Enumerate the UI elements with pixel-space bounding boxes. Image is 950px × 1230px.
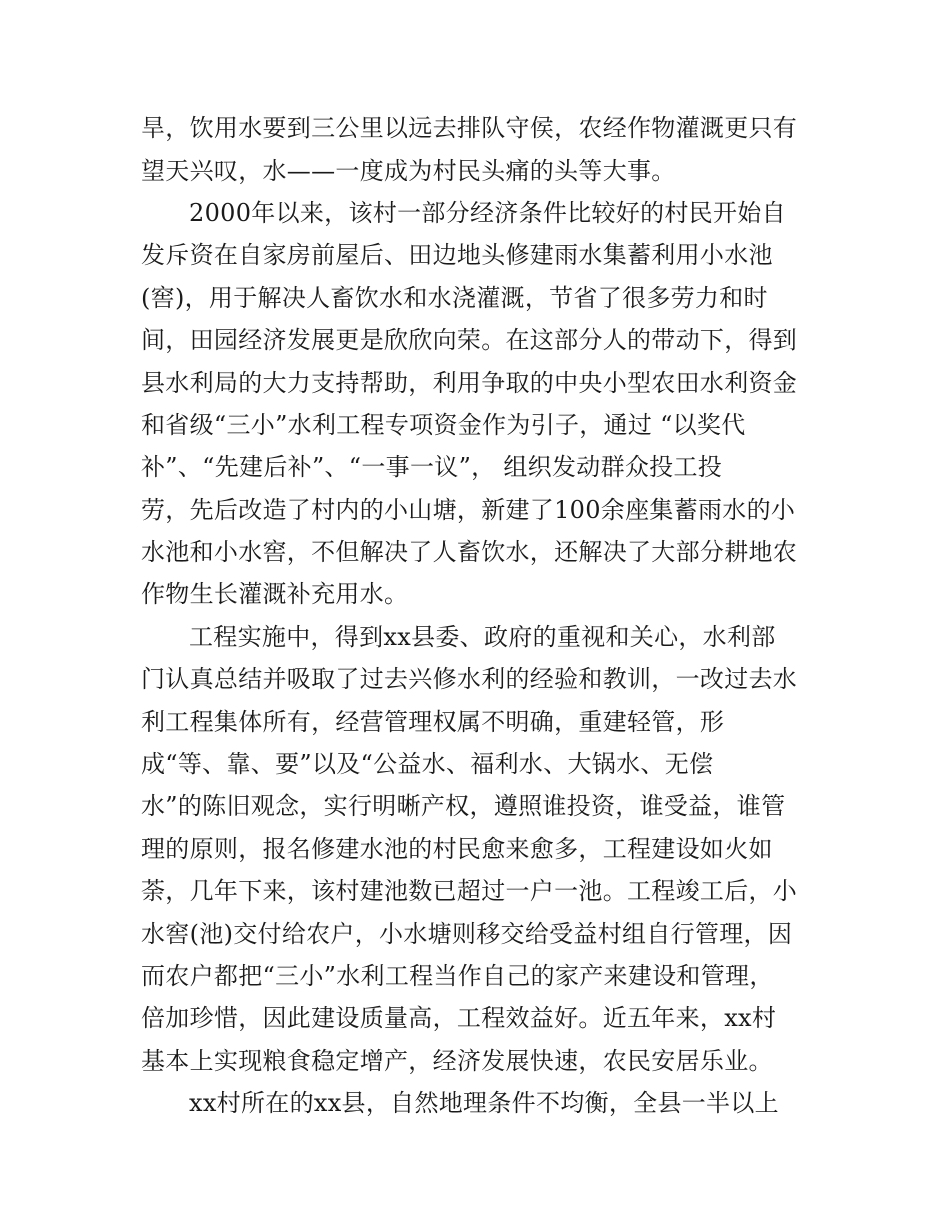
- text-line: 间，田园经济发展更是欣欣向荣。在这部分人的带动下，得到: [141, 326, 798, 354]
- text-line: 工程实施中，得到xx县委、政府的重视和关心，水利部: [189, 623, 776, 651]
- text-line: 而农户都把“三小”水利工程当作自己的家产来建设和管理，: [141, 962, 774, 990]
- text-line: 补”、“先建后补”、“一事一议”， 组织发动群众投工投: [141, 453, 723, 481]
- text-line: 县水利局的大力支持帮助，利用争取的中央小型农田水利资金: [141, 369, 798, 397]
- text-line: 劳，先后改造了村内的小山塘，新建了100余座集蓄雨水的小: [141, 496, 796, 524]
- text-line: 作物生长灌溉补充用水。: [141, 580, 409, 608]
- text-line: 理的原则，报名修建水池的村民愈来愈多，工程建设如火如: [141, 835, 773, 863]
- text-line: 利工程集体所有，经营管理权属不明确，重建轻管，形: [141, 708, 725, 736]
- text-line: 2000年以来，该村一部分经济条件比较好的村民开始自: [189, 199, 786, 227]
- text-line: 基本上实现粮食稳定增产，经济发展快速，农民安居乐业。: [141, 1047, 773, 1075]
- text-line: 旱，饮用水要到三公里以远去排队守侯，农经作物灌溉更只有: [141, 114, 798, 142]
- text-line: 和省级“三小”水利工程专项资金作为引子，通过 “以奖代: [141, 411, 746, 439]
- text-line: xx村所在的xx县，自然地理条件不均衡，全县一半以上: [189, 1089, 779, 1117]
- text-line: 望天兴叹，水——一度成为村民头痛的头等大事。: [141, 157, 676, 185]
- text-line: 水”的陈旧观念，实行明晰产权，遵照谁投资，谁受益，谁管: [141, 792, 786, 820]
- text-line: 发斥资在自家房前屋后、田边地头修建雨水集蓄利用小水池: [141, 241, 773, 269]
- text-line: 成“等、靠、要”以及“公益水、福利水、大锅水、无偿: [141, 750, 714, 778]
- text-line: 荼，几年下来，该村建池数已超过一户一池。工程竣工后，小: [141, 877, 798, 905]
- text-line: 门认真总结并吸取了过去兴修水利的经验和教训，一改过去水: [141, 665, 798, 693]
- text-line: (窖)，用于解决人畜饮水和水浇灌溉，节省了很多劳力和时: [141, 284, 768, 312]
- text-line: 水池和小水窖，不但解决了人畜饮水，还解决了大部分耕地农: [141, 538, 798, 566]
- text-line: 水窖(池)交付给农户，小水塘则移交给受益村组自行管理，因: [141, 920, 793, 948]
- text-line: 倍加珍惜，因此建设质量高，工程效益好。近五年来，xx村: [141, 1004, 777, 1032]
